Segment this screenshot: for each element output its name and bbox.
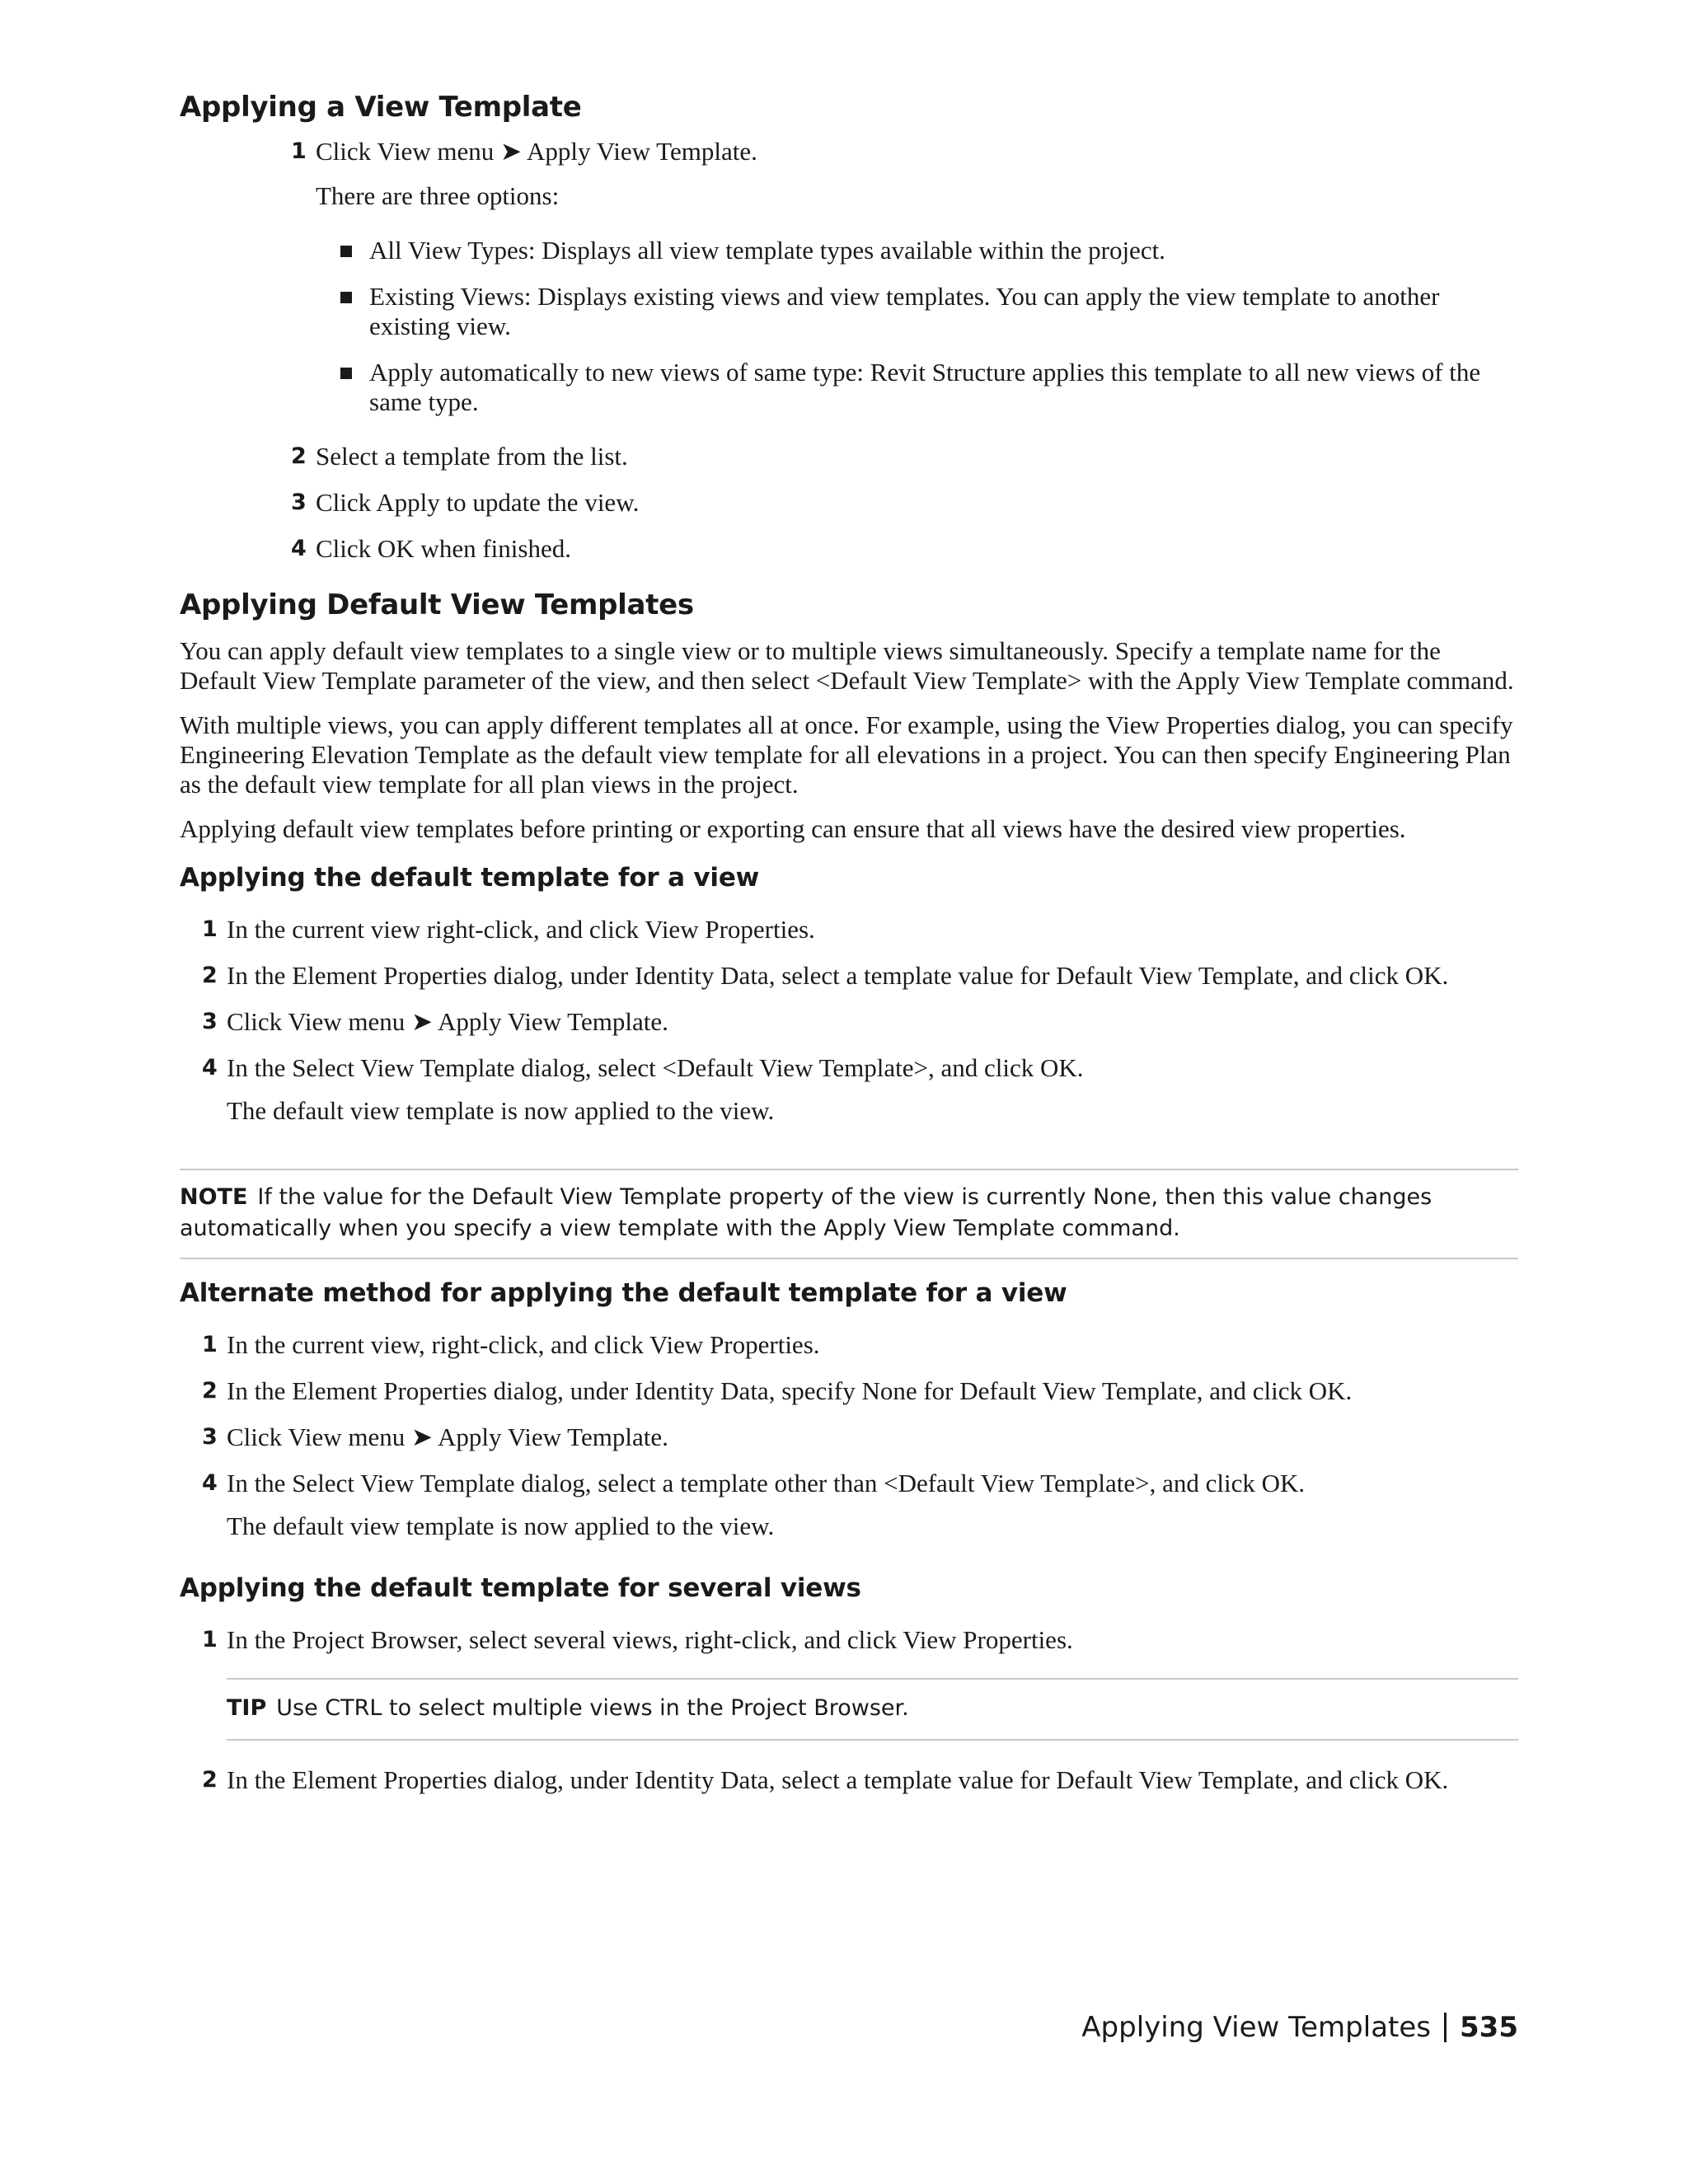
list-item <box>340 236 1518 265</box>
tip-content <box>227 1680 1518 1739</box>
heading-default-template-several-views: Applying the default template for several views <box>180 1573 861 1603</box>
step-number: 1 <box>291 138 307 164</box>
step-text: In the Select View Template dialog, select <Default View Template>, and click OK. <box>227 1053 1084 1082</box>
step-number: 4 <box>202 1055 218 1080</box>
step-text: Click OK when finished. <box>316 534 571 563</box>
s1-steps <box>291 137 1518 564</box>
s5-step-1 <box>202 1625 1518 1655</box>
s3-steps <box>202 915 1518 1126</box>
page-number: 535 <box>1460 2011 1518 2044</box>
step-text: Click View menu ➤ Apply View Template. <box>227 1007 668 1036</box>
step-text: Click View menu ➤ Apply View Template. <box>227 1422 668 1451</box>
footer-title: Applying View Templates <box>1081 2011 1432 2044</box>
s1-intro: There are three options: <box>316 181 560 210</box>
square-bullet-icon <box>340 246 352 257</box>
s4-step-3 <box>202 1422 1518 1452</box>
s5-steps <box>202 1625 1518 1795</box>
s3-result: The default view template is now applied to the view. <box>227 1096 775 1125</box>
tip-label: TIP <box>227 1695 267 1721</box>
page-footer <box>1081 2011 1518 2044</box>
s4-step-1 <box>202 1330 1518 1360</box>
step-number: 1 <box>202 916 218 942</box>
square-bullet-icon <box>340 292 352 303</box>
heading-applying-view-template: Applying a View Template <box>180 91 582 124</box>
step-text: In the current view, right-click, and click View Properties. <box>227 1330 820 1359</box>
document-page <box>180 91 1518 1795</box>
list-item <box>340 358 1518 417</box>
tip-box <box>227 1678 1518 1741</box>
s1-step-4 <box>291 534 1518 564</box>
s5-step-2 <box>202 1765 1518 1795</box>
s3-step-1 <box>202 915 1518 944</box>
note-bottom-rule <box>180 1258 1518 1259</box>
step-text: Click Apply to update the view. <box>316 488 640 517</box>
s3-step-2 <box>202 961 1518 991</box>
s4-result: The default view template is now applied to the view. <box>227 1511 775 1540</box>
step-number: 2 <box>202 963 218 988</box>
list-item <box>340 282 1518 341</box>
step-text: In the Element Properties dialog, under Identity Data, select a template value for Default View Template, and click OK. <box>227 961 1449 990</box>
s3-step-4 <box>202 1053 1518 1083</box>
bullet-text: Existing Views: Displays existing views and view templates. You can apply the view template to another existing view. <box>369 282 1440 340</box>
step-number: 1 <box>202 1332 218 1357</box>
step-number: 4 <box>202 1470 218 1496</box>
s1-step-1 <box>291 137 1518 166</box>
step-number: 3 <box>202 1424 218 1450</box>
options-list <box>340 236 1518 417</box>
bullet-text: All View Types: Displays all view template types available within the project. <box>369 236 1165 265</box>
step-number: 1 <box>202 1627 218 1652</box>
step-text: Select a template from the list. <box>316 442 628 471</box>
step-text: In the current view right-click, and click View Properties. <box>227 915 815 944</box>
step-number: 3 <box>291 490 307 515</box>
s1-step-2 <box>291 442 1518 471</box>
step-number: 2 <box>291 443 307 469</box>
heading-applying-default-view-templates: Applying Default View Templates <box>180 588 694 621</box>
footer-separator <box>1444 2013 1447 2042</box>
s2-paragraph-3: Applying default view templates before printing or exporting can ensure that all views have the desired view properties. <box>180 814 1406 843</box>
heading-default-template-for-view: Applying the default template for a view <box>180 863 760 893</box>
s4-steps <box>202 1330 1518 1541</box>
s3-step-3 <box>202 1007 1518 1037</box>
step-number: 2 <box>202 1767 218 1793</box>
s2-paragraph-1: You can apply default view templates to a single view or to multiple views simultaneously. Specify a template name for the Default View Template parameter of the view, and then select <Default View Template> with the Apply View Template command. <box>180 636 1514 695</box>
square-bullet-icon <box>340 368 352 379</box>
note-label: NOTE <box>180 1184 248 1210</box>
step-text: Click View menu ➤ Apply View Template. <box>316 137 757 166</box>
s4-step-2 <box>202 1376 1518 1406</box>
s2-paragraph-2: With multiple views, you can apply different templates all at once. For example, using the View Properties dialog, you can specify Engineering Elevation Template as the default view template for all elevations in a project. You can then specify Engineering Plan as the default view template for all plan views in the project. <box>180 710 1513 799</box>
step-number: 2 <box>202 1378 218 1404</box>
step-text: In the Element Properties dialog, under Identity Data, select a template value for Default View Template, and click OK. <box>227 1765 1449 1794</box>
note-text: If the value for the Default View Template property of the view is currently None, then this value changes automatically when you specify a view template with the Apply View Template command. <box>180 1184 1432 1241</box>
note-box <box>180 1170 1518 1258</box>
tip-text: Use CTRL to select multiple views in the Project Browser. <box>276 1695 909 1721</box>
bullet-text: Apply automatically to new views of same type: Revit Structure applies this template to all new views of the same type. <box>369 358 1481 416</box>
step-text: In the Project Browser, select several views, right-click, and click View Properties. <box>227 1625 1073 1654</box>
step-text: In the Select View Template dialog, select a template other than <Default View Template>, and click OK. <box>227 1469 1306 1497</box>
step-number: 3 <box>202 1009 218 1034</box>
s4-step-4 <box>202 1469 1518 1498</box>
step-text: In the Element Properties dialog, under Identity Data, specify None for Default View Template, and click OK. <box>227 1376 1353 1405</box>
s1-step-3 <box>291 488 1518 518</box>
heading-alternate-method: Alternate method for applying the default template for a view <box>180 1278 1067 1308</box>
tip-bottom-rule <box>227 1739 1518 1741</box>
step-number: 4 <box>291 536 307 561</box>
